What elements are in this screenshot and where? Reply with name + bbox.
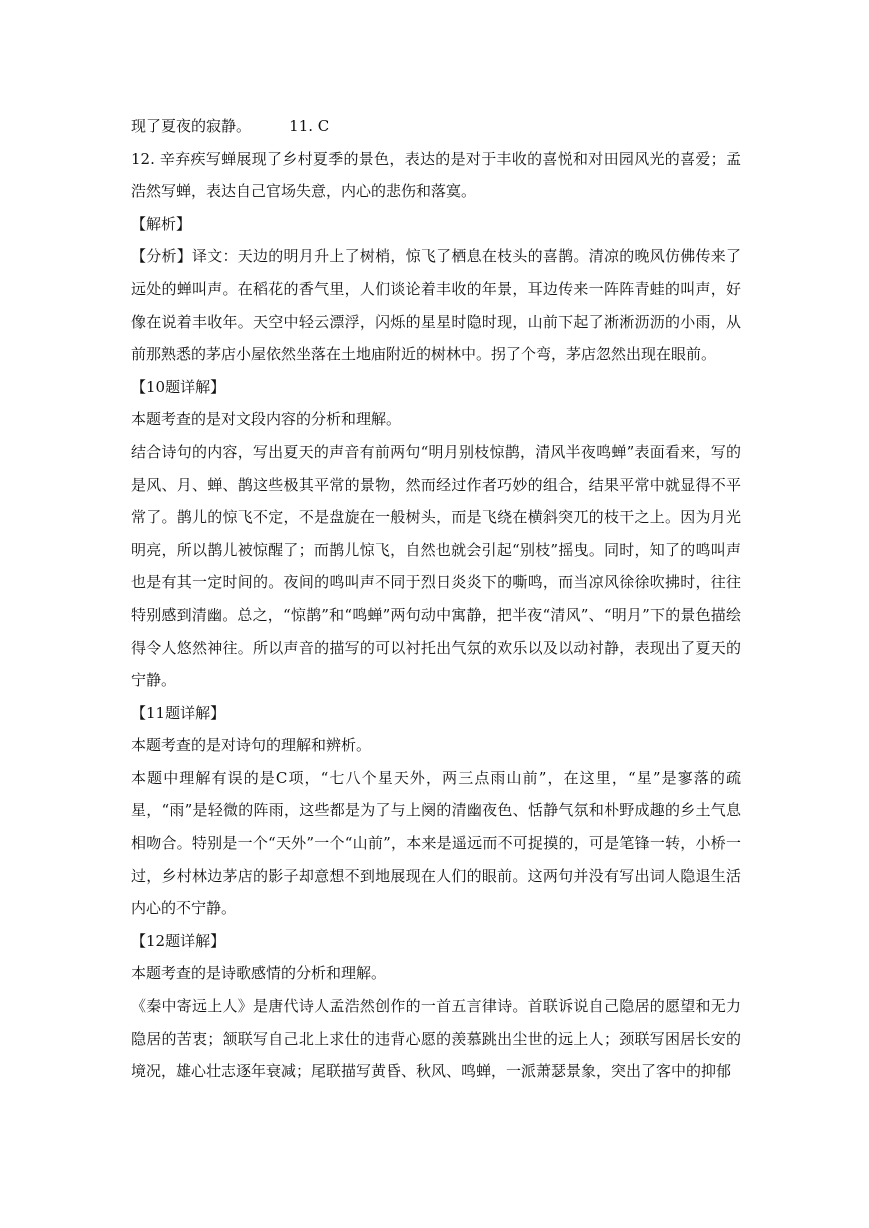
q12-heading: 【12题详解】 <box>131 931 226 950</box>
q12-explanation: 《秦中寄远上人》是唐代诗人孟浩然创作的一首五言律诗。首联诉说自己隐居的愿望和无力隐居的苦衷；颔联写自己北上求仕的违背心愿的羡慕跳出尘世的远上人；颈联写困居长安的境况，雄心壮志逐年衰减；尾联描写黄昏、秋风、鸣蝉，一派萧瑟景象，突出了客中的抑郁 <box>131 997 741 1081</box>
q10-heading: 【10题详解】 <box>131 377 226 396</box>
answer-line-11: 现了夏夜的寂静。 11. C <box>131 117 330 135</box>
q10-intro: 本题考查的是对文段内容的分析和理解。 <box>131 410 402 429</box>
analysis-heading: 【解析】 <box>131 214 192 233</box>
q12-intro: 本题考查的是诗歌感情的分析和理解。 <box>131 964 387 983</box>
q10-explanation: 结合诗句的内容，写出夏天的声音有前两句“明月别枝惊鹊，清风半夜鸣蝉”表面看来，写的是风、月、蝉、鹊这些极其平常的景物，然而经过作者巧妙的组合，结果平常中就显得不平常了。鹊儿的惊飞不定，不是盘旋在一般树头，而是飞绕在横斜突兀的枝干之上。因为月光明亮，所以鹊儿被惊醒了；而鹊儿惊飞，自然也就会引起“别枝”摇曳。同时，知了的鸣叫声也是有其一定时间的。夜间的鸣叫声不同于烈日炎炎下的嘶鸣，而当凉风徐徐吹拂时，往往特别感到清幽。总之，“惊鹊”和“鸣蝉”两句动中寓静，把半夜“清风”、“明月”下的景色描绘得令人悠然神往。所以声音的描写的可以衬托出气氛的欢乐以及以动衬静，表现出了夏天的宁静。 <box>131 442 741 690</box>
q11-intro: 本题考查的是对诗句的理解和辨析。 <box>131 736 372 755</box>
document-page <box>131 110 741 1088</box>
q11-explanation: 本题中理解有误的是C项，“七八个星天外，两三点雨山前”，在这里，“星”是寥落的疏星，“雨”是轻微的阵雨，这些都是为了与上阕的清幽夜色、恬静气氛和朴野成趣的乡土气息相吻合。特别是一个“天外”一个“山前”，本来是遥远而不可捉摸的，可是笔锋一转，小桥一过，乡村林边茅店的影子却意想不到地展现在人们的眼前。这两句并没有写出词人隐退生活内心的不宁静。 <box>131 768 741 918</box>
answer-12: 12. 辛弃疾写蝉展现了乡村夏季的景色，表达的是对于丰收的喜悦和对田园风光的喜爱；孟浩然写蝉，表达自己官场失意，内心的悲伤和落寞。 <box>131 149 741 201</box>
q11-heading: 【11题详解】 <box>131 703 226 722</box>
translation-paragraph: 【分析】译文：天边的明月升上了树梢，惊飞了栖息在枝头的喜鹊。清凉的晚风仿佛传来了远处的蝉叫声。在稻花的香气里，人们谈论着丰收的年景，耳边传来一阵阵青蛙的叫声，好像在说着丰收年。天空中轻云漂浮，闪烁的星星时隐时现，山前下起了淅淅沥沥的小雨，从前那熟悉的茅店小屋依然坐落在土地庙附近的树林中。拐了个弯，茅店忽然出现在眼前。 <box>131 247 741 364</box>
